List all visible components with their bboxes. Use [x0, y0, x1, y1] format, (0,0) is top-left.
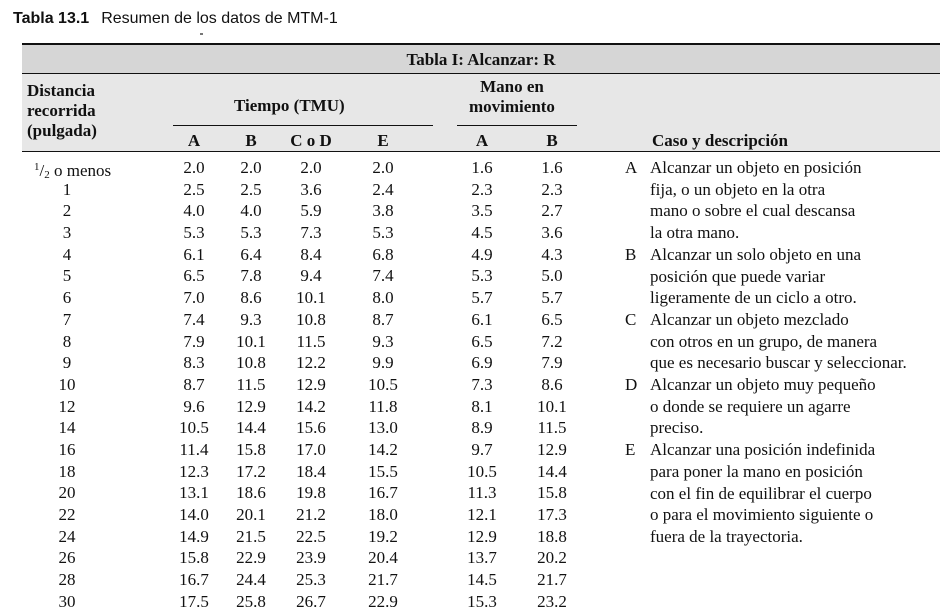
cell-cd: 8.4: [300, 244, 322, 264]
cell-cd: 10.8: [296, 309, 326, 329]
cell-mano-b: 2.7: [541, 201, 563, 221]
cell-cd: 3.6: [300, 179, 322, 199]
cell-cd: 11.5: [296, 331, 326, 351]
cell-a: 15.8: [179, 548, 209, 568]
cell-b: 6.4: [240, 244, 262, 264]
cell-a: 4.0: [183, 201, 205, 221]
caption-label: Tabla 13.1: [13, 10, 90, 27]
table-row: [22, 222, 622, 244]
cell-mano-a: 6.5: [471, 331, 493, 351]
cell-mano-a: 10.5: [467, 461, 497, 481]
cell-mano-b: 5.0: [541, 266, 563, 286]
cell-mano-a: 4.9: [471, 244, 493, 264]
cell-mano-b: 8.6: [541, 374, 563, 394]
case-line: Alcanzar un objeto en posición: [650, 158, 862, 177]
cell-e: 7.4: [372, 266, 394, 286]
case-line: fija, o un objeto en la otra: [650, 179, 826, 199]
col-header-e: E: [377, 131, 389, 150]
cell-e: 6.8: [372, 244, 394, 264]
cell-mano-b: 5.7: [541, 288, 563, 308]
cell-mano-a: 12.1: [467, 505, 497, 524]
case-item: [625, 309, 940, 374]
case-descriptions: [625, 157, 940, 548]
cell-a: 7.4: [183, 309, 205, 329]
distance-cell: 7: [62, 309, 72, 329]
cell-mano-a: 12.9: [467, 526, 497, 546]
cell-b: 25.8: [236, 591, 266, 611]
table-row: [22, 200, 622, 222]
cell-b: 22.9: [236, 548, 266, 568]
header-mano-line: movimiento: [469, 97, 555, 116]
cell-mano-a: 6.9: [471, 353, 493, 373]
cell-mano-a: 5.3: [471, 266, 493, 286]
header-distance-line: (pulgada): [27, 121, 97, 140]
cell-a: 6.1: [183, 244, 205, 264]
stray-mark: [200, 33, 203, 35]
distance-cell: 28: [58, 570, 76, 590]
cell-e: 8.7: [372, 309, 394, 329]
cell-mano-a: 6.1: [471, 309, 493, 329]
col-header-b: B: [245, 131, 257, 150]
cell-b: 9.3: [240, 309, 262, 329]
cell-b: 12.9: [236, 396, 266, 416]
mtm-table: [22, 43, 940, 616]
header-caso: Caso y descripción: [652, 131, 788, 150]
cell-a: 2.5: [183, 179, 205, 199]
cell-e: 3.8: [372, 201, 394, 221]
table-row: [22, 331, 622, 353]
case-line: Alcanzar una posición indefinida: [650, 440, 876, 460]
cell-b: 15.8: [236, 439, 266, 459]
distance-cell: 4: [62, 244, 72, 264]
case-letter: D: [625, 375, 638, 395]
cell-mano-b: 18.8: [537, 526, 567, 546]
cell-a: 8.3: [183, 353, 205, 373]
cell-e: 8.0: [372, 288, 394, 308]
cell-mano-b: 2.3: [541, 179, 563, 199]
cell-a: 2.0: [183, 158, 205, 177]
distance-cell: 6: [62, 288, 72, 308]
distance-cell: 2: [62, 201, 72, 221]
cell-b: 14.4: [236, 418, 266, 438]
cell-e: 5.3: [372, 223, 394, 243]
cell-e: 15.5: [368, 461, 398, 481]
table-row: [22, 396, 622, 418]
table-row: [22, 374, 622, 396]
case-letter: E: [625, 440, 636, 460]
cell-mano-b: 7.2: [541, 331, 563, 351]
table-row: [22, 461, 622, 483]
col-header-mano-b: B: [546, 131, 558, 150]
cell-cd: 17.0: [296, 439, 326, 459]
cell-e: 9.3: [372, 331, 394, 351]
cell-cd: 21.2: [296, 505, 326, 524]
cell-mano-a: 11.3: [467, 483, 497, 503]
cell-mano-a: 9.7: [471, 439, 493, 459]
table-row: [22, 265, 622, 287]
cell-b: 2.0: [240, 158, 262, 177]
case-line: con otros en un grupo, de manera: [650, 331, 878, 351]
cell-e: 21.7: [368, 570, 398, 590]
table-row: [22, 179, 622, 201]
cell-mano-a: 5.7: [471, 288, 493, 308]
case-line: la otra mano.: [650, 223, 740, 243]
cell-mano-a: 3.5: [471, 201, 493, 221]
cell-e: 19.2: [368, 526, 398, 546]
cell-mano-b: 10.1: [537, 396, 567, 416]
table-caption: [13, 10, 338, 28]
cell-b: 20.1: [236, 505, 266, 524]
case-letter: C: [625, 309, 637, 329]
cell-cd: 12.9: [296, 374, 326, 394]
case-line: posición que puede variar: [650, 266, 826, 286]
distance-cell: 3: [62, 223, 72, 243]
cell-cd: 9.4: [300, 266, 322, 286]
cell-mano-a: 7.3: [471, 374, 493, 394]
col-header-mano-a: A: [475, 131, 489, 150]
cell-cd: 25.3: [296, 570, 326, 590]
table-row: [22, 417, 622, 439]
cell-b: 17.2: [236, 461, 266, 481]
cell-a: 5.3: [183, 223, 205, 243]
header-mano: [469, 77, 555, 117]
distance-cell: 18: [58, 461, 76, 481]
cell-a: 11.4: [179, 439, 209, 459]
cell-a: 7.0: [183, 288, 205, 308]
case-line: o para el movimiento siguiente o: [650, 505, 874, 525]
cell-cd: 14.2: [296, 396, 326, 416]
col-header-cd: C o D: [290, 131, 332, 150]
cell-mano-b: 12.9: [537, 439, 567, 459]
cell-a: 8.7: [183, 374, 205, 394]
case-line: Alcanzar un objeto mezclado: [650, 309, 849, 329]
case-line: con el fin de equilibrar el cuerpo: [650, 483, 872, 503]
case-item: [625, 374, 940, 439]
cell-cd: 2.0: [300, 158, 322, 177]
cell-e: 2.4: [372, 179, 394, 199]
case-item: [625, 439, 940, 548]
distance-cell: 12: [58, 396, 76, 416]
case-letter: A: [625, 158, 638, 177]
cell-mano-b: 11.5: [537, 418, 567, 438]
cell-cd: 7.3: [300, 223, 322, 243]
cell-e: 16.7: [368, 483, 398, 503]
cell-b: 8.6: [240, 288, 262, 308]
cell-mano-a: 13.7: [467, 548, 497, 568]
cell-cd: 12.2: [296, 353, 326, 373]
distance-cell: 16: [58, 439, 76, 459]
distance-cell: 26: [58, 548, 76, 568]
cell-a: 6.5: [183, 266, 205, 286]
table-row: [22, 439, 622, 461]
distance-cell: 9: [62, 353, 72, 373]
header-distance-line: recorrida: [27, 101, 96, 120]
cell-mano-b: 14.4: [537, 461, 567, 481]
table-row: [22, 309, 622, 331]
case-line: Alcanzar un objeto muy pequeño: [650, 375, 876, 395]
cell-a: 13.1: [179, 483, 209, 503]
table-title: Tabla I: Alcanzar: R: [406, 50, 556, 69]
case-item: [625, 244, 940, 309]
cell-mano-a: 14.5: [467, 570, 497, 590]
cell-b: 5.3: [240, 223, 262, 243]
table-row: [22, 547, 622, 569]
distance-cell: 22: [58, 505, 76, 524]
col-header-a: A: [187, 131, 201, 150]
cell-e: 18.0: [368, 505, 398, 524]
cell-b: 21.5: [236, 526, 266, 546]
cell-cd: 10.1: [296, 288, 326, 308]
cell-a: 14.0: [179, 505, 209, 524]
case-line: Alcanzar un solo objeto en una: [650, 244, 862, 264]
cell-mano-a: 8.1: [471, 396, 493, 416]
distance-cell: 5: [62, 266, 72, 286]
distance-cell: $^1/_2$ o menos: [34, 161, 112, 181]
cell-mano-b: 1.6: [541, 158, 563, 177]
distance-cell: 20: [58, 483, 76, 503]
case-item: [625, 157, 940, 244]
cell-mano-b: 17.3: [537, 505, 567, 524]
header-tiempo: Tiempo (TMU): [234, 96, 345, 115]
distance-cell: 10: [58, 374, 76, 394]
cell-mano-b: 20.2: [537, 548, 567, 568]
cell-cd: 26.7: [296, 591, 326, 611]
header-rule-mano: [457, 125, 577, 126]
cell-mano-a: 1.6: [471, 158, 493, 177]
cell-mano-a: 2.3: [471, 179, 493, 199]
case-line: que es necesario buscar y seleccionar.: [650, 353, 907, 373]
distance-cell: 1: [62, 179, 72, 199]
cell-cd: 23.9: [296, 548, 326, 568]
cell-e: 22.9: [368, 591, 398, 611]
distance-cell: 30: [58, 591, 76, 611]
cell-e: 11.8: [368, 396, 398, 416]
cell-a: 14.9: [179, 526, 209, 546]
cell-cd: 5.9: [300, 201, 322, 221]
cell-mano-a: 4.5: [471, 223, 493, 243]
header-rule-tiempo: [173, 125, 433, 126]
table-row: [22, 244, 622, 266]
distance-cell: 24: [58, 526, 76, 546]
distance-cell: 8: [62, 331, 72, 351]
cell-a: 7.9: [183, 331, 205, 351]
case-line: o donde se requiere un agarre: [650, 396, 851, 416]
table-row: [22, 157, 622, 179]
case-letter: B: [625, 244, 637, 264]
cell-b: 24.4: [236, 570, 266, 590]
table-row: [22, 482, 622, 504]
table-row: [22, 591, 622, 613]
case-line: mano o sobre el cual descansa: [650, 201, 856, 221]
cell-cd: 15.6: [296, 418, 326, 438]
cell-mano-b: 21.7: [537, 570, 567, 590]
cell-e: 9.9: [372, 353, 394, 373]
cell-mano-b: 7.9: [541, 353, 563, 373]
cell-mano-b: 4.3: [541, 244, 563, 264]
cell-b: 4.0: [240, 201, 262, 221]
header-mano-line: Mano en: [480, 77, 544, 96]
cell-mano-b: 6.5: [541, 309, 563, 329]
cell-mano-b: 15.8: [537, 483, 567, 503]
cell-b: 11.5: [236, 374, 266, 394]
cell-cd: 19.8: [296, 483, 326, 503]
table-row: [22, 526, 622, 548]
header-distance-line: Distancia: [27, 81, 95, 100]
cell-e: 2.0: [372, 158, 394, 177]
table-body: [22, 157, 622, 612]
cell-cd: 18.4: [296, 461, 326, 481]
case-line: preciso.: [650, 418, 704, 438]
cell-mano-b: 23.2: [537, 591, 567, 611]
case-line: para poner la mano en posición: [650, 461, 863, 481]
header-distance: [27, 81, 97, 141]
cell-a: 16.7: [179, 570, 209, 590]
table-title-bar: [22, 43, 940, 74]
cell-b: 10.8: [236, 353, 266, 373]
table-row: [22, 287, 622, 309]
cell-b: 2.5: [240, 179, 262, 199]
case-line: fuera de la trayectoria.: [650, 526, 803, 546]
cell-mano-b: 3.6: [541, 223, 563, 243]
cell-e: 20.4: [368, 548, 398, 568]
distance-cell: 14: [58, 418, 76, 438]
table-row: [22, 504, 622, 526]
cell-a: 17.5: [179, 591, 209, 611]
cell-a: 10.5: [179, 418, 209, 438]
cell-a: 9.6: [183, 396, 205, 416]
cell-b: 7.8: [240, 266, 262, 286]
case-line: ligeramente de un ciclo a otro.: [650, 288, 857, 308]
cell-e: 13.0: [368, 418, 398, 438]
cell-a: 12.3: [179, 461, 209, 481]
cell-b: 18.6: [236, 483, 266, 503]
table-row: [22, 352, 622, 374]
cell-cd: 22.5: [296, 526, 326, 546]
cell-b: 10.1: [236, 331, 266, 351]
table-row: [22, 569, 622, 591]
cell-mano-a: 8.9: [471, 418, 493, 438]
cell-e: 14.2: [368, 439, 398, 459]
table-header: [22, 74, 940, 152]
cell-mano-a: 15.3: [467, 591, 497, 611]
caption-text: Resumen de los datos de MTM-1: [101, 10, 338, 27]
cell-e: 10.5: [368, 374, 398, 394]
